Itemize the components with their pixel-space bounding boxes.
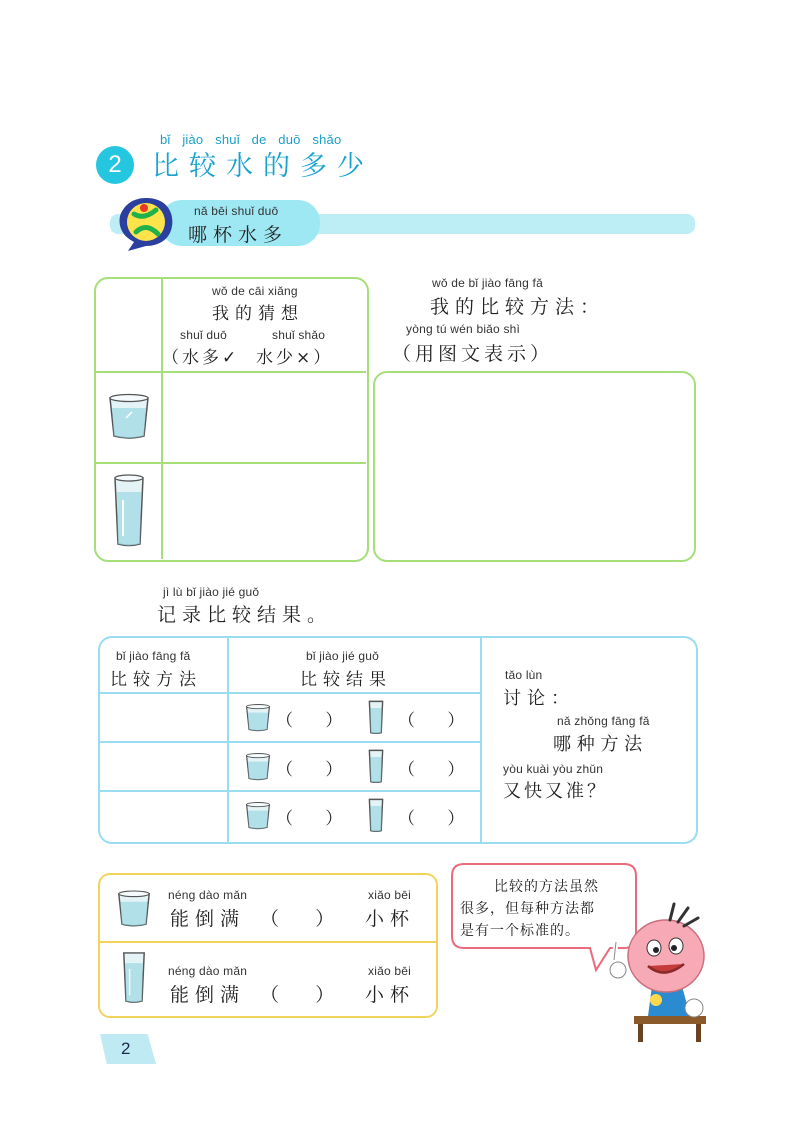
record-divider-h3 <box>99 790 481 792</box>
record-title: 记录比较结果。 <box>157 604 333 626</box>
discuss-pinyin: tǎo lùn <box>505 668 543 682</box>
fill1-blank[interactable]: （ ） <box>260 908 335 930</box>
record-divider-v2 <box>480 637 482 842</box>
guess-sub-text: （水多✓ 水少×） <box>162 348 334 368</box>
question1: 哪 种 方 法 <box>553 734 643 755</box>
guess-divider-h1 <box>95 371 366 373</box>
tall-glass-icon <box>367 699 385 735</box>
guess-sub-pinyin-left: shuǐ duō <box>180 328 227 342</box>
guess-divider-h2 <box>95 462 366 464</box>
guess-divider-v <box>161 278 163 559</box>
wide-glass-icon <box>243 752 273 782</box>
tall-glass-icon <box>110 474 148 548</box>
fill2-pinyin-right: xiǎo bēi <box>368 964 411 978</box>
question2: 又快又准？ <box>503 781 608 802</box>
record-divider-h2 <box>99 741 481 743</box>
record-pinyin: jì lù bǐ jiào jié guǒ <box>163 585 260 599</box>
wide-glass-icon <box>114 889 154 929</box>
fill1-pinyin-left: néng dào mǎn <box>168 888 248 902</box>
col1-header: 比较方法 <box>110 670 202 690</box>
result-blank[interactable]: （ ） <box>276 711 343 731</box>
guess-header-pinyin: wǒ de cāi xiǎng <box>212 284 298 298</box>
col1-pinyin: bǐ jiào fāng fǎ <box>116 649 191 663</box>
activity-logo-icon <box>116 196 176 252</box>
col2-header: 比较结果 <box>300 670 392 690</box>
mascot-character-icon <box>604 896 714 1046</box>
wide-glass-icon <box>104 392 154 442</box>
bubble-line1: 比较的方法虽然 <box>494 879 599 895</box>
result-blank[interactable]: （ ） <box>276 809 343 829</box>
fill2-blank[interactable]: （ ） <box>260 984 335 1006</box>
result-blank[interactable]: （ ） <box>398 809 465 829</box>
discuss-label: 讨论： <box>503 688 575 709</box>
guess-header: 我的猜想 <box>212 304 304 324</box>
question1-pinyin: nǎ zhǒng fāng fǎ <box>557 714 650 728</box>
result-blank[interactable]: （ ） <box>398 760 465 780</box>
record-divider-v1 <box>227 637 229 842</box>
fill2-pinyin-left: néng dào mǎn <box>168 964 248 978</box>
page-number: 2 <box>121 1039 131 1058</box>
fill2-left: 能倒满 <box>170 984 246 1006</box>
fill1-pinyin-right: xiǎo bēi <box>368 888 411 902</box>
result-blank[interactable]: （ ） <box>276 760 343 780</box>
fill2-right: 小杯 <box>365 984 416 1006</box>
guess-sub-pinyin-right: shuǐ shǎo <box>272 328 326 342</box>
method-sub: （用图文表示） <box>392 343 554 365</box>
subhead-title: 哪杯水多 <box>188 224 289 246</box>
bubble-line2: 很多，但每种方法都 <box>460 901 595 917</box>
tall-glass-icon <box>120 950 148 1004</box>
method-drawing-area[interactable] <box>373 371 696 562</box>
question2-pinyin: yòu kuài yòu zhǔn <box>503 762 604 776</box>
section-number: 2 <box>96 146 134 184</box>
title-pinyin: bǐ jiào shuǐ de duō shǎo <box>160 132 342 147</box>
wide-glass-icon <box>243 801 273 831</box>
result-blank[interactable]: （ ） <box>398 711 465 731</box>
section-title: 比较水的多少 <box>152 151 374 182</box>
method-title: 我的比较方法： <box>430 296 606 318</box>
tall-glass-icon <box>367 748 385 784</box>
record-divider-h1 <box>99 692 481 694</box>
fill-divider <box>99 941 436 943</box>
tall-glass-icon <box>367 797 385 833</box>
wide-glass-icon <box>243 703 273 733</box>
method-pinyin: wǒ de bǐ jiào fāng fǎ <box>432 276 543 290</box>
subhead-pinyin: nǎ bēi shuǐ duō <box>194 204 279 218</box>
bubble-line3: 是有一个标准的。 <box>460 923 580 939</box>
fill1-left: 能倒满 <box>170 908 246 930</box>
col2-pinyin: bǐ jiào jié guǒ <box>306 649 380 663</box>
fill1-right: 小杯 <box>365 908 416 930</box>
method-sub-pinyin: yòng tú wén biǎo shì <box>406 322 521 336</box>
